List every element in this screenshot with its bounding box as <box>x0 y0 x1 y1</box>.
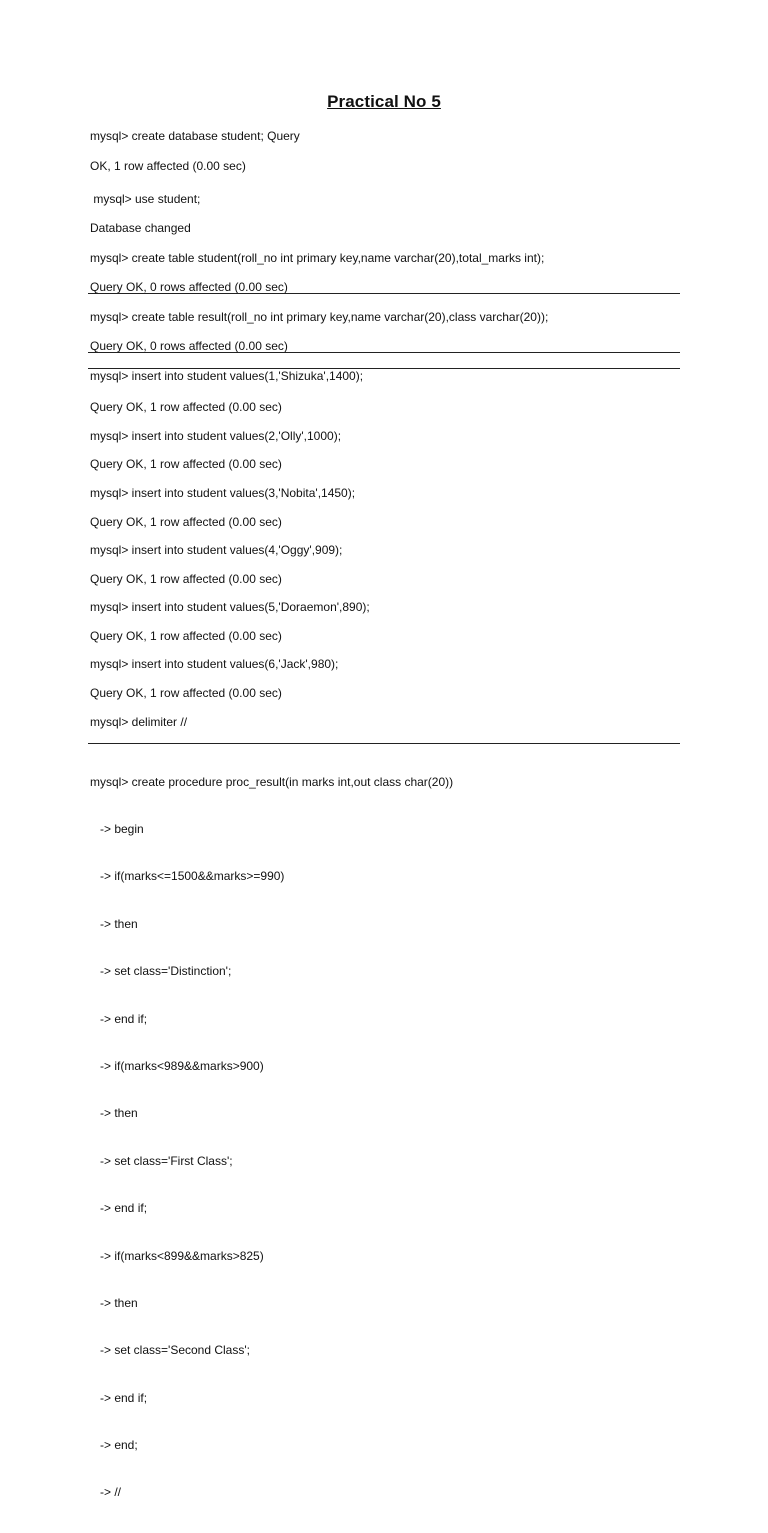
text-line: mysql> insert into student values(5,'Doraemon',890); <box>90 600 370 614</box>
text-line: mysql> create table student(roll_no int primary key,name varchar(20),total_marks int); <box>90 251 545 265</box>
text-line: mysql> create database student; Query <box>90 129 300 143</box>
code-line: -> if(marks<899&&marks>825) <box>100 1248 264 1263</box>
text-line: Query OK, 1 row affected (0.00 sec) <box>90 686 282 700</box>
code-line: -> if(marks<=1500&&marks>=990) <box>100 869 285 884</box>
text-line: Query OK, 1 row affected (0.00 sec) <box>90 400 282 414</box>
text-line: mysql> insert into student values(1,'Shizuka',1400); <box>90 369 364 383</box>
text-line: OK, 1 row affected (0.00 sec) <box>90 159 246 173</box>
code-line: -> end if; <box>100 1011 148 1026</box>
text-line: mysql> insert into student values(6,'Jack',980); <box>90 657 339 671</box>
code-line: -> then <box>100 1295 138 1310</box>
horizontal-rule <box>88 352 680 353</box>
document-title: Practical No 5 <box>327 92 441 111</box>
text-line: Query OK, 1 row affected (0.00 sec) <box>90 515 282 529</box>
code-line: -> if(marks<989&&marks>900) <box>100 1058 264 1073</box>
horizontal-rule <box>88 293 680 294</box>
text-line: mysql> use student; <box>90 192 201 206</box>
text-line: Database changed <box>90 221 191 235</box>
text-line: mysql> insert into student values(3,'Nobita',1450); <box>90 486 356 500</box>
text-line: Query OK, 0 rows affected (0.00 sec) <box>90 280 288 294</box>
code-line: -> then <box>100 1106 138 1121</box>
procedure-block <box>90 743 453 1533</box>
text-line: Query OK, 1 row affected (0.00 sec) <box>90 457 282 471</box>
text-line: mysql> insert into student values(2,'Olly',1000); <box>90 429 342 443</box>
code-line: -> begin <box>100 821 144 836</box>
code-line: -> end if; <box>100 1201 148 1216</box>
code-line: -> set class='First Class'; <box>100 1153 233 1168</box>
code-line: -> end; <box>100 1438 138 1453</box>
text-line: Query OK, 1 row affected (0.00 sec) <box>90 629 282 643</box>
text-line: Query OK, 1 row affected (0.00 sec) <box>90 572 282 586</box>
text-line: mysql> delimiter // <box>90 715 188 729</box>
text-line: mysql> insert into student values(4,'Oggy',909); <box>90 543 343 557</box>
code-line: -> set class='Second Class'; <box>100 1343 250 1358</box>
text-line: mysql> create table result(roll_no int primary key,name varchar(20),class varchar(20)); <box>90 310 549 324</box>
code-line: -> // <box>100 1485 122 1500</box>
code-line: mysql> create procedure proc_result(in marks int,out class char(20)) <box>90 774 454 789</box>
code-line: -> then <box>100 916 138 931</box>
text-line: Query OK, 0 rows affected (0.00 sec) <box>90 339 288 353</box>
code-line: -> set class='Distinction'; <box>100 964 232 979</box>
code-line: -> end if; <box>100 1390 148 1405</box>
